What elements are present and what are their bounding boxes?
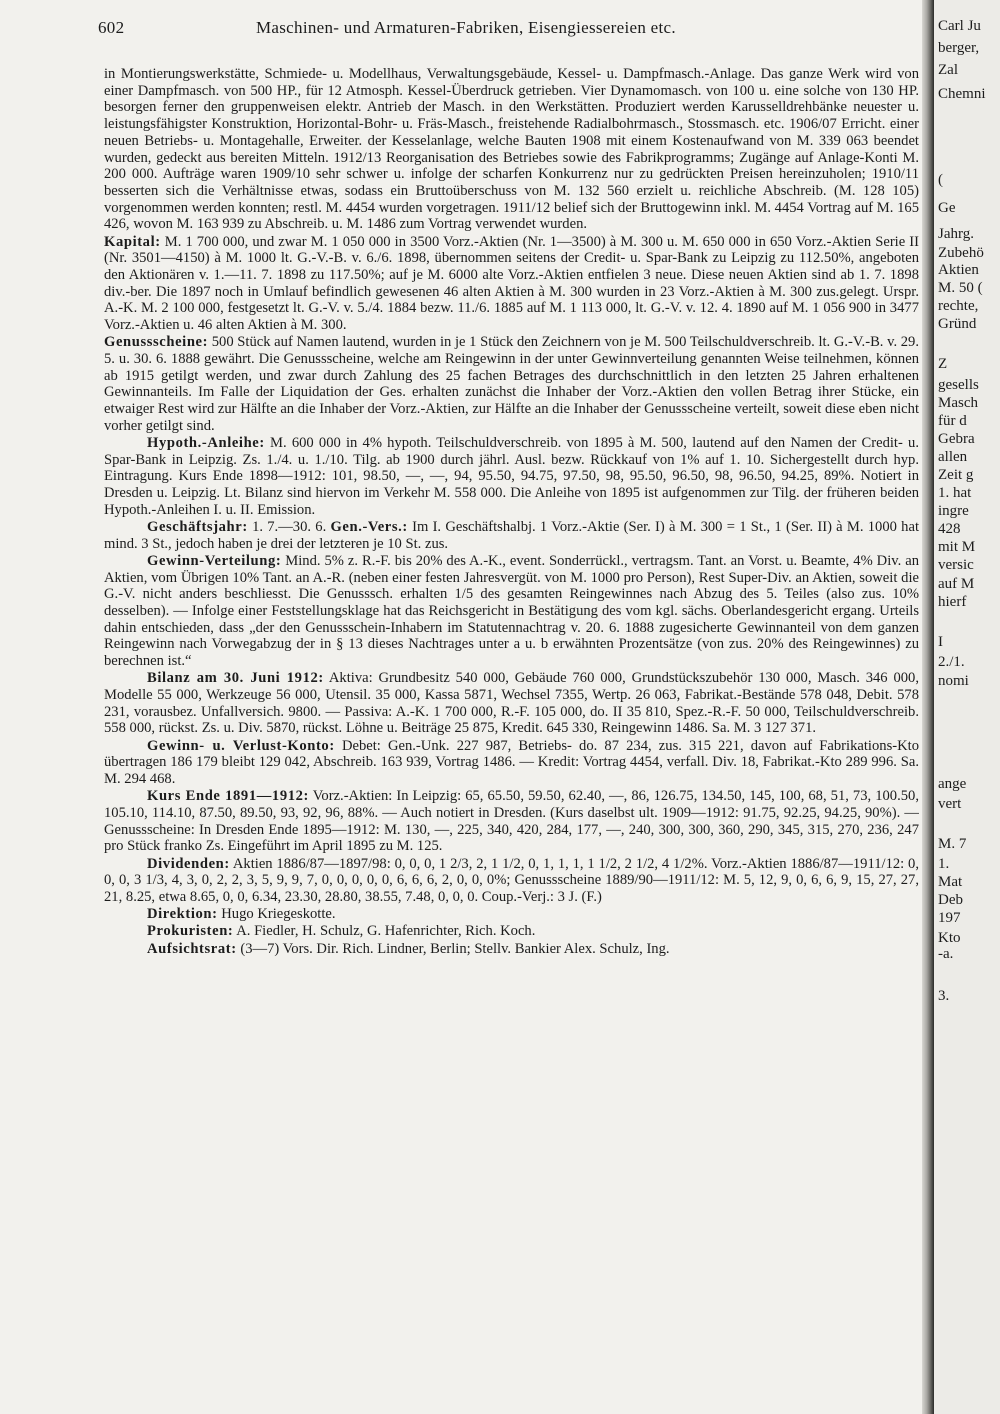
section-label: Aufsichtsrat: <box>147 940 237 957</box>
adjacent-fragment: Zubehö <box>938 245 984 261</box>
section-label: Genussscheine: <box>104 334 209 351</box>
section-label: Dividenden: <box>147 855 230 872</box>
adjacent-fragment: Kto <box>938 930 961 946</box>
adjacent-fragment: 1. hat <box>938 485 972 501</box>
section-prokuristen <box>104 923 919 940</box>
adjacent-fragment: Carl Ju <box>938 18 981 34</box>
adjacent-fragment: 2./1. <box>938 654 965 670</box>
section-gewinn-verteilung <box>104 553 919 670</box>
section-label: Prokuristen: <box>147 923 234 940</box>
page-number: 602 <box>98 18 125 37</box>
adjacent-fragment: Ge <box>938 200 956 216</box>
section-text: M. 1 700 000, und zwar M. 1 050 000 in 3500 Vorz.-Aktien (Nr. 1—3500) à M. 300 u. M. 650 000 in 650 Vorz.-Aktien Serie II (Nr. 3501—4150) à M. 1000 lt. G.-V.-B. v. 6./6. 1898, übernommen seitens der Credit- u. Spar-Bank zu Leipzig zu 112.50%, angeboten den Aktionären v. 1.—11. 7. 1898 zu 117.50%; auf je M. 6000 alte Vorz.-Aktien entfielen 3 neue. Diese neuen Aktien sind ab 1. 7. 1898 div.-ber. Die 1897 noch in Umlauf befindlich gewesenen 46 alten Aktien à M. 300 wurden in 23 Vorz.-Aktien à M. 300 zus.gelegt. Urspr. A.-K. M. 2 100 000, festgesetzt lt. G.-V. v. 5./4. 1884 bezw. 11./6. 1885 auf M. 1 113 000, lt. G.-V. v. 12. 4. 1890 auf M. 1 056 900 in 3477 Vorz.-Aktien u. 46 alten Aktien à M. 300. <box>104 233 919 334</box>
adjacent-fragment: nomi <box>938 673 969 689</box>
section-text: (3—7) Vors. Dir. Rich. Lindner, Berlin; Stellv. Bankier Alex. Schulz, Ing. <box>240 940 670 957</box>
section-dividenden <box>104 856 919 906</box>
section-label: Gewinn- u. Verlust-Konto: <box>147 737 335 754</box>
adjacent-fragment: I <box>938 634 943 650</box>
section-text: Mind. 5% z. R.-F. bis 20% des A.-K., event. Sonderrückl., vertragsm. Tant. an Vorst. u. Beamte, 4% Div. an Aktien, vom Übrigen 10% Tant. an A.-R. (neben einer festen Jahresvergüt. von M. 1000 pro Person), Rest Super-Div. an Aktien, soweit die G.-V. nicht anders beschliesst. Die Genusssch. erhalten 1/5 des gesamten Reingewinnes nach Abzug des 5. Teiles (also zus. 10% desselben). — Infolge einer Feststellungsklage hat das Reichsgericht in Bestätigung des vom kgl. sächs. Oberlandesgericht ergang. Urteils dahin entschieden, dass „der den Genussschein-Inhabern im Statutennachtrag v. 20. 6. 1888 zugesicherte Gewinnanteil von dem ganzen Reingewinn nach Vorwegabzug der in § 13 dieses Nachtrages unter a u. b erwähnten Prozentsätze (von zus. 20% des Reingewinnes) zu berechnen ist.“ <box>104 552 919 670</box>
section-gewinn-verlust-konto <box>104 738 919 788</box>
section-text: A. Fiedler, H. Schulz, G. Hafenrichter, Rich. Koch. <box>236 923 536 940</box>
section-text: Debet: Gen.-Unk. 227 987, Betriebs- do. 87 234, zus. 315 221, davon auf Fabrikations-Kto übertragen 186 179 bleibt 129 042, Abschreib. 163 939, Vortrag 1486. — Kredit: Vortrag 4454, verfall. Div. 18, Fabrikat.-Kto 289 996. Sa. M. 294 468. <box>104 737 919 788</box>
adjacent-fragment: berger, <box>938 40 980 56</box>
adjacent-fragment: auf M <box>938 576 975 592</box>
section-text-gen-vers: Im I. Geschäftshalbj. 1 Vorz.-Aktie (Ser. I) à M. 300 = 1 St., 1 (Ser. II) à M. 1000 hat mind. 3 St., jedoch haben je drei der letzteren je 10 St. zus. <box>104 518 919 552</box>
adjacent-fragment: Jahrg. <box>938 226 974 242</box>
section-kapital <box>104 234 919 334</box>
section-text: Aktien 1886/87—1897/98: 0, 0, 0, 1 2/3, 2, 1 1/2, 0, 1, 1, 1, 1 1/2, 2 1/2, 4 1/2%. Vorz.-Aktien 1886/87—1911/12: 0, 0, 0, 3 1/3, 4, 3, 0, 2, 2, 3, 5, 9, 9, 7, 0, 0, 0, 0, 0, 6, 6, 6, 2, 0, 0, 0%; Genussscheine 1889/90—1911/12: M. 5, 12, 9, 0, 6, 6, 9, 15, 27, 27, 21, 8.25, etwa 8.65, 0, 0, 6.34, 23.30, 28.80, 38.55, 7.48, 0, 0, 0. Coup.-Verj.: 3 J. (F.) <box>104 855 919 905</box>
adjacent-fragment: Gebra <box>938 431 975 447</box>
adjacent-fragment: Deb <box>938 892 963 908</box>
section-label: Hypoth.-Anleihe: <box>147 434 265 451</box>
adjacent-fragment: versic <box>938 557 974 573</box>
adjacent-fragment: allen <box>938 449 968 465</box>
adjacent-fragment: 3. <box>938 988 950 1004</box>
section-label: Kapital: <box>104 233 161 250</box>
adjacent-fragment: 1. <box>938 856 950 872</box>
section-label: Bilanz am 30. Juni 1912: <box>147 670 324 687</box>
adjacent-fragment: Zal <box>938 62 958 78</box>
section-genussscheine <box>104 334 919 434</box>
adjacent-fragment: 197 <box>938 910 961 926</box>
section-direktion <box>104 906 919 923</box>
adjacent-fragment: M. 7 <box>938 836 967 852</box>
adjacent-fragment: Mat <box>938 874 963 890</box>
adjacent-fragment: M. 50 ( <box>938 280 983 296</box>
adjacent-fragment: Z <box>938 356 948 372</box>
section-bilanz <box>104 670 919 737</box>
adjacent-fragment: Aktien <box>938 262 979 278</box>
running-title: Maschinen- und Armaturen-Fabriken, Eisengiessereien etc. <box>256 18 676 37</box>
section-label: Kurs Ende 1891—1912: <box>147 788 309 805</box>
adjacent-fragment: gesells <box>938 377 979 393</box>
section-text: M. 600 000 in 4% hypoth. Teilschuldverschreib. von 1895 à M. 500, lautend auf den Namen der Credit- u. Spar-Bank in Leipzig. Zs. 1./4. u. 1./10. Tilg. ab 1900 durch jährl. Ausl. bezw. Rückkauf von 1% auf 1. 10. Sichergestellt durch hyp. Eintragung. Kurs Ende 1898—1912: 101, 98.50, —, —, 94, 95.50, 94.75, 97.50, 98, 95.50, 96.50, 98, 96.50, 94.25, 89%. Notiert in Dresden u. Leipzig. Lt. Bilanz sind hiervon im Verkehr M. 558 000. Die Anleihe von 1895 ist aufgenommen zur Tilg. der früheren beiden Hypoth.-Anleihen I. u. II. Emission. <box>104 434 919 518</box>
adjacent-fragment: -a. <box>938 946 954 962</box>
adjacent-fragment: für d <box>938 413 967 429</box>
section-label: Direktion: <box>147 906 218 923</box>
adjacent-fragment: mit M <box>938 539 976 555</box>
section-label: Geschäftsjahr: <box>147 518 248 535</box>
section-text: 500 Stück auf Namen lautend, wurden in je 1 Stück den Zeichnern von je M. 500 Teilschuldverschreib. lt. G.-V.-B. v. 29. 5. u. 30. 6. 1888 gewährt. Die Genussscheine, welche am Reingewinn in der unter Gewinnverteilung genannten Weise teilnehmen, können ab 1915 getilgt werden, und zwar durch Zahlung des 25 fachen Betrages des durchschnittlich in den letzten 25 Jahren erhaltenen Gewinnanteils. Im Falle der Liquidation der Ges. erhalten zunächst die Inhaber der Vorz.-Aktien den vollen Betrag ihrer Stücke, ein etwaiger Rest wird zur Hälfte an die Inhaber der Vorz.-Aktien, zur Hälfte an die Inhaber der Genussscheine verteilt, soweit diese eben nicht vorher getilgt sind. <box>104 334 919 434</box>
adjacent-fragment: rechte, <box>938 298 979 314</box>
adjacent-fragment: 428 <box>938 521 961 537</box>
section-text: Vorz.-Aktien: In Leipzig: 65, 65.50, 59.50, 62.40, —, 86, 126.75, 134.50, 145, 100, 68, 51, 73, 100.50, 105.10, 114.10, 87.50, 89.50, 93, 92, 96, 88%. — Auch notiert in Dresden. (Kurs daselbst ult. 1909—1912: 91.75, 92.25, 94.25, 90%). — Genussscheine: In Dresden Ende 1895—1912: M. 130, —, 225, 340, 420, 284, 177, —, 240, 300, 300, 360, 290, 345, 315, 270, 236, 247 pro Stück franko Zs. Eingeführt im April 1895 zu M. 125. <box>104 788 919 855</box>
page-fold-shadow <box>922 0 934 1414</box>
company-description: in Montierungswerkstätte, Schmiede- u. Modellhaus, Verwaltungsgebäude, Kessel- u. Dampfmasch.-Anlage. Das ganze Werk wird von einer Dampfmasch. von 500 HP., für 12 Atmosph. Kessel-Überdruck getrieben. Vier Dynamomasch. von 100 u. eine solche von 130 HP. besorgen ferner den gruppenweisen elektr. Antrieb der Masch. in den Werkstätten. Produziert werden Karusselldrehbänke neuester u. leistungsfähigster Konstruktion, Horizontal-Bohr- u. Fräs-Masch., freistehende Radialbohrmasch., Stossmasch. etc. 1906/07 Erricht. einer neuen Betriebs- u. Montagehalle, Erweiter. der Kesselanlage, welche Bauten 1908 mit einem Kostenaufwand von M. 339 063 beendet wurden, gedeckt aus bereiten Mitteln. 1912/13 Reorganisation des Betriebes sowie des Fabrikprogramms; Zugänge auf Anlage-Konti M. 200 000. Aufträge waren 1909/10 sehr schwer u. infolge der scharfen Konkurrenz nur zu gedrückten Preisen hereinzuholen; 1910/11 besserten sich die Verhältnisse etwas, sodass ein Bruttoüberschuss von M. 132 560 erzielt u. reichliche Abschreib. (M. 128 105) vorgenommen werden konnten; restl. M. 4454 wurden vorgetragen. 1911/12 belief sich der Bruttogewinn inkl. M. 4454 Vortrag auf M. 165 426, wovon M. 163 939 zu Abschreib. u. M. 1486 zum Vortrag verwendet wurden. <box>104 66 919 233</box>
section-hypoth-anleihe <box>104 435 919 519</box>
adjacent-fragment: Zeit g <box>938 467 974 483</box>
adjacent-fragment: Masch <box>938 395 978 411</box>
adjacent-page-edge <box>934 0 1000 1414</box>
adjacent-fragment: ange <box>938 776 967 792</box>
adjacent-fragment: ingre <box>938 503 969 519</box>
adjacent-fragment: Gründ <box>938 316 977 332</box>
section-text: Hugo Kriegeskotte. <box>221 906 336 923</box>
adjacent-fragment: Chemni <box>938 86 986 102</box>
section-label-gen-vers: Gen.-Vers.: <box>330 518 408 535</box>
adjacent-fragment: ( <box>938 172 943 188</box>
section-aufsichtsrat <box>104 941 919 958</box>
adjacent-fragment: vert <box>938 796 962 812</box>
section-kurs <box>104 788 919 855</box>
section-geschaeftsjahr <box>104 519 919 552</box>
entry-text-column <box>104 66 919 1376</box>
adjacent-fragment: hierf <box>938 594 967 610</box>
section-text: 1. 7.—30. 6. <box>252 518 327 535</box>
section-label: Gewinn-Verteilung: <box>147 552 282 569</box>
section-text: Aktiva: Grundbesitz 540 000, Gebäude 760 000, Grundstückszubehör 130 000, Masch. 346 000, Modelle 55 000, Werkzeuge 56 000, Utensil. 35 000, Kassa 5871, Wechsel 7355, Wertp. 26 063, Fabrikat.-Bestände 578 048, Debit. 578 231, vorausbez. Unfallversich. 9800. — Passiva: A.-K. 1 700 000, R.-F. 105 000, do. II 35 810, Spez.-R.-F. 50 000, Teilschuldverschreib. 558 000, rückst. Zs. u. Div. 5870, rückst. Löhne u. Beiträge 25 875, Kredit. 645 330, Reingewinn 1486. Sa. M. 3 127 371. <box>104 670 919 737</box>
